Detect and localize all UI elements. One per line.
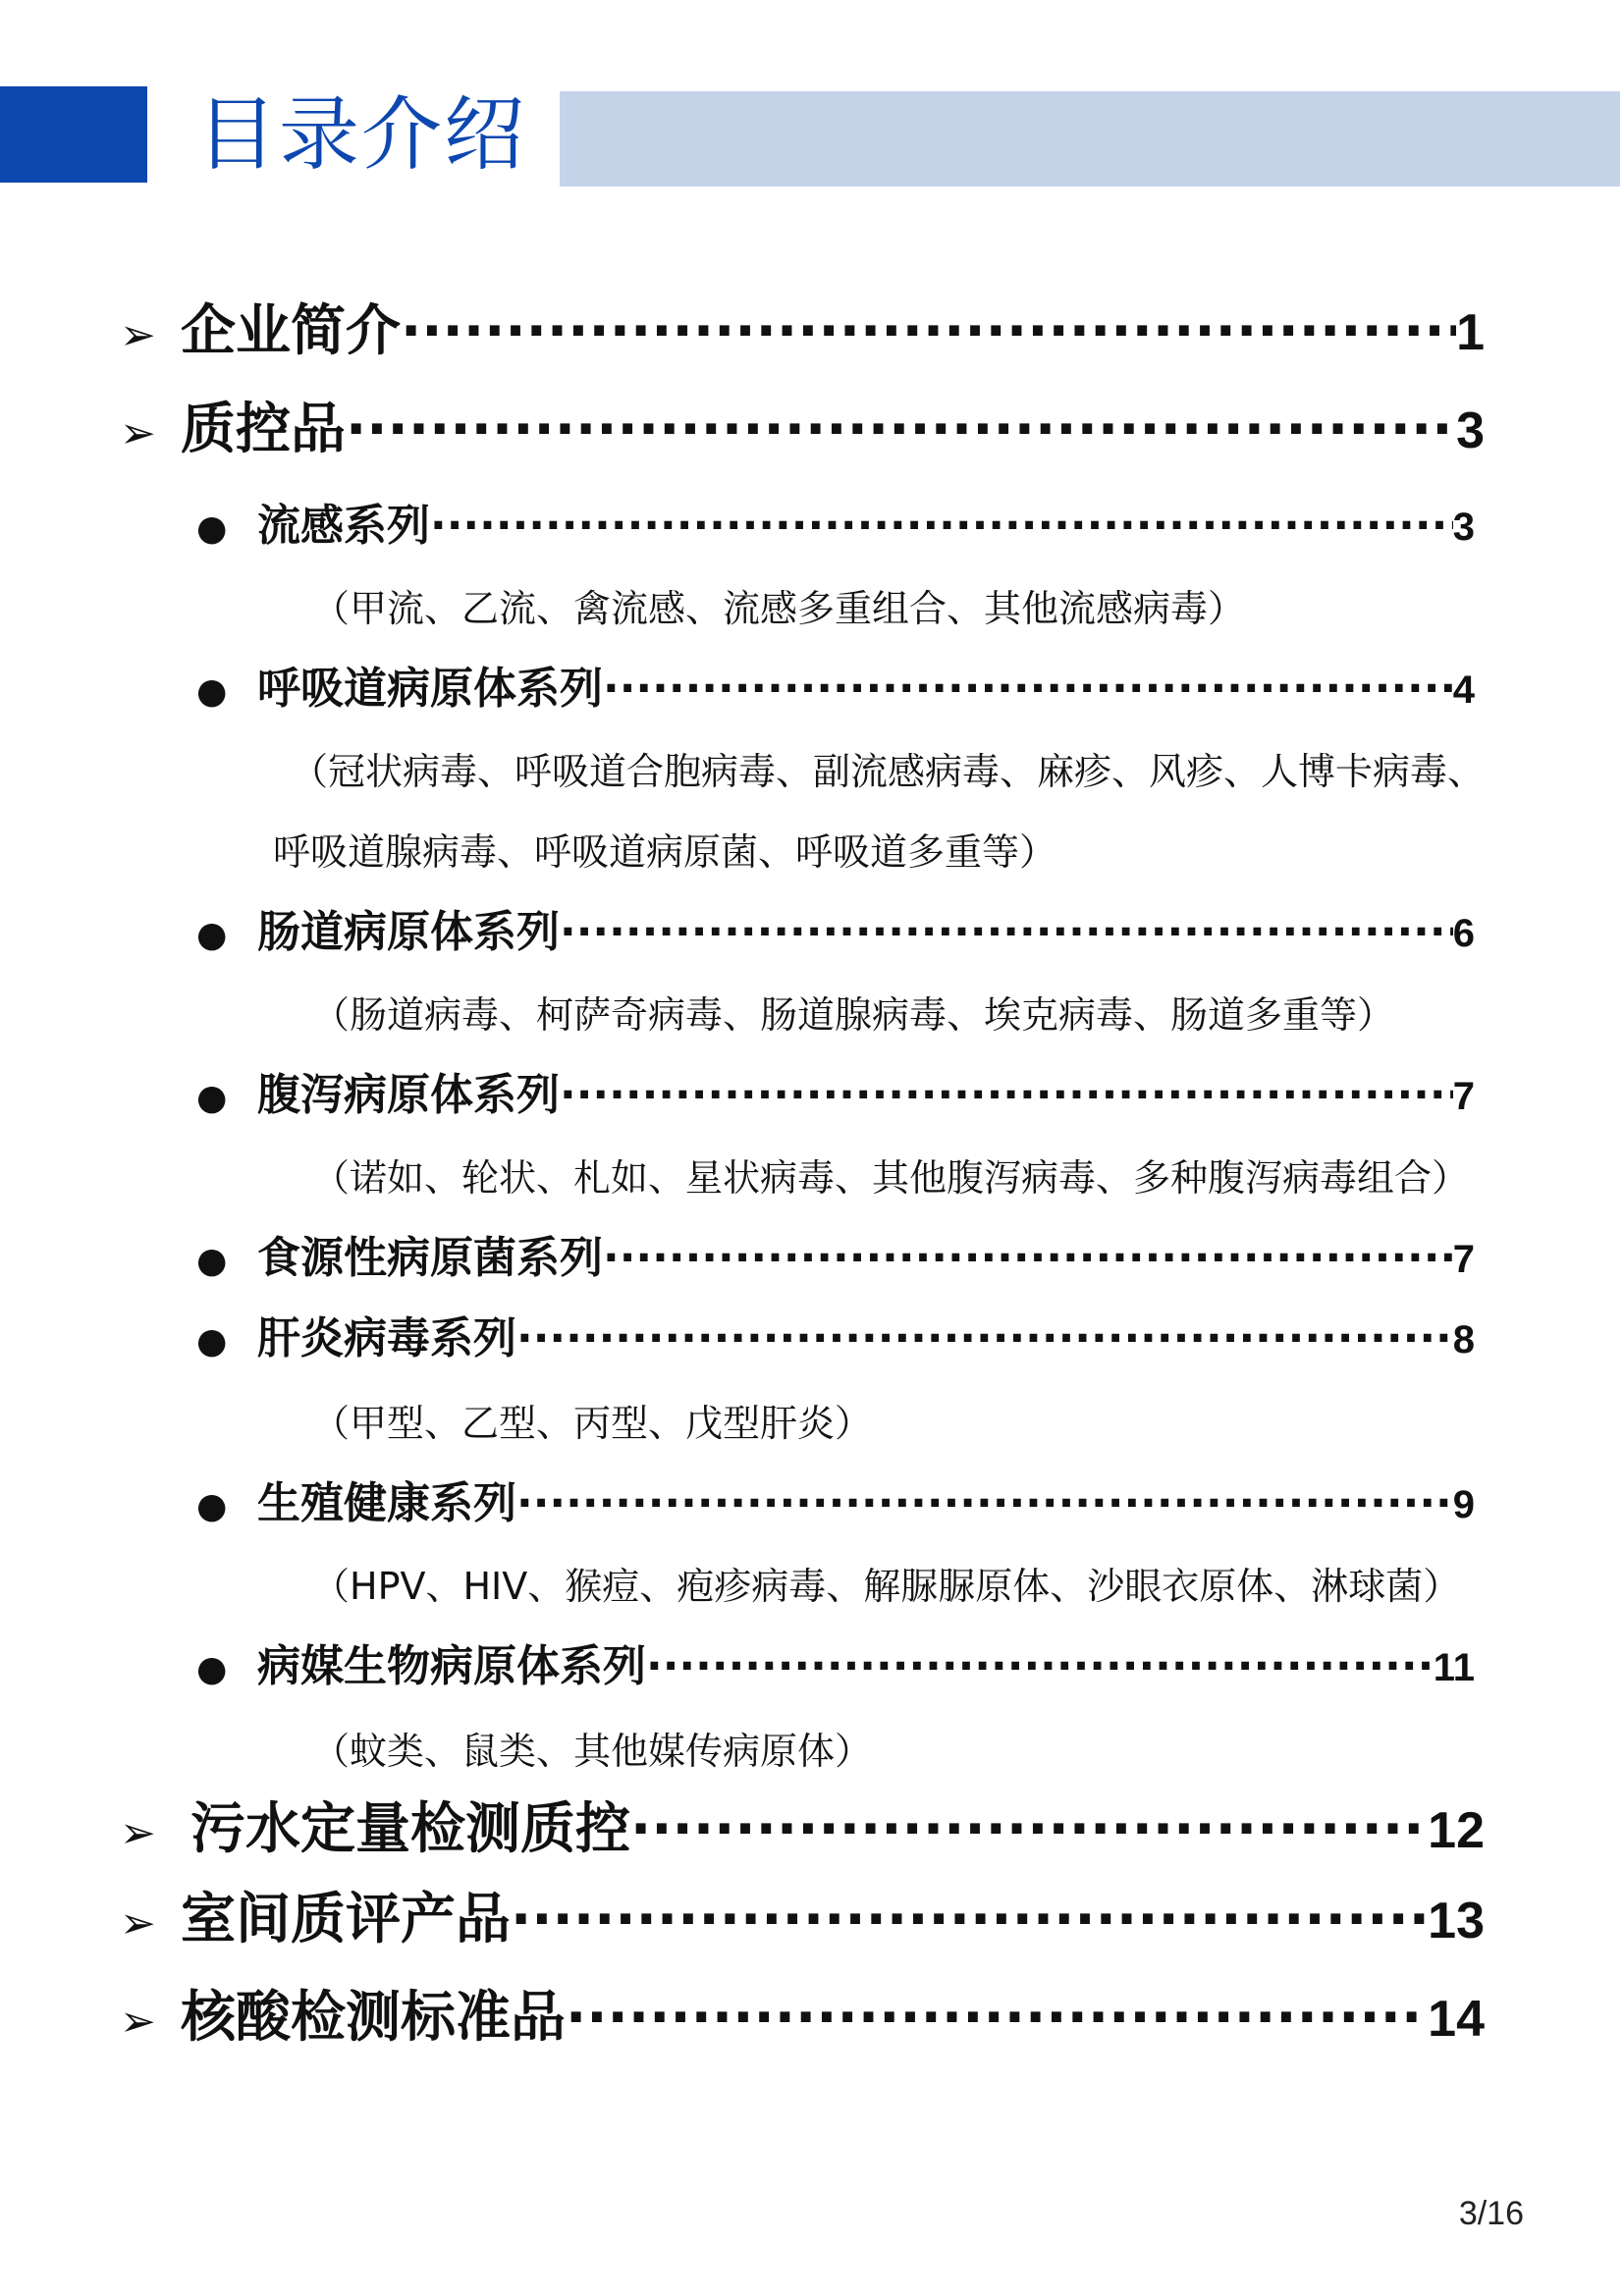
toc-page-number: 6: [1452, 912, 1475, 955]
dot-leader: [560, 1066, 1453, 1125]
toc-note-vector-borne: （蚊类、鼠类、其他媒传病原体）: [312, 1730, 873, 1773]
page-title: 目录介绍: [196, 88, 527, 182]
toc-page-number: 7: [1452, 1075, 1475, 1118]
toc-entry-influenza[interactable]: [196, 497, 1475, 556]
toc-entry-reproductive-health[interactable]: [196, 1474, 1475, 1533]
dot-bullet-icon: ●: [196, 1078, 228, 1118]
toc-page-number: 4: [1452, 668, 1475, 712]
dot-bullet-icon: ●: [196, 1241, 228, 1281]
toc-entry-foodborne[interactable]: [196, 1229, 1475, 1288]
toc-page-number: 12: [1428, 1802, 1485, 1859]
toc-note-hepatitis: （甲型、乙型、丙型、戊型肝炎）: [312, 1402, 873, 1445]
toc-note-reproductive-health: （HPV、HIV、猴痘、疱疹病毒、解脲脲原体、沙眼衣原体、淋球菌）: [312, 1565, 1461, 1608]
toc-label: 质控品: [181, 398, 346, 461]
toc-note-respiratory: （冠状病毒、呼吸道合胞病毒、副流感病毒、麻疹、风疹、人博卡病毒、: [291, 750, 1486, 793]
toc-entry-hepatitis[interactable]: [196, 1309, 1475, 1368]
toc-page-number: 9: [1452, 1483, 1475, 1526]
toc-page-number: 1: [1456, 304, 1485, 361]
toc-entry-diarrhea[interactable]: [196, 1066, 1475, 1125]
dot-leader: [516, 1474, 1453, 1533]
dot-leader: [511, 1883, 1428, 1957]
toc-entry-respiratory[interactable]: [196, 660, 1475, 719]
toc-page-number: 3: [1452, 506, 1475, 549]
dot-leader: [430, 497, 1453, 556]
arrow-bullet-icon: ➢: [120, 1808, 156, 1858]
toc-label: 食源性病原菌系列: [257, 1233, 603, 1283]
toc-entry-enteric[interactable]: [196, 903, 1475, 962]
toc-label: 肠道病原体系列: [257, 907, 560, 957]
toc-label: 呼吸道病原体系列: [257, 664, 603, 714]
dot-bullet-icon: ●: [196, 1649, 228, 1689]
dot-leader: [401, 294, 1456, 369]
page-indicator: 3/16: [1458, 2195, 1524, 2232]
toc-entry-eqa-products[interactable]: [120, 1883, 1485, 1957]
dot-leader: [646, 1637, 1434, 1696]
toc-label: 企业简介: [181, 299, 401, 363]
arrow-bullet-icon: ➢: [120, 1997, 156, 2047]
toc-page-number: 11: [1433, 1646, 1475, 1689]
toc-entry-wastewater[interactable]: [120, 1792, 1485, 1867]
dot-leader: [603, 660, 1453, 719]
dot-bullet-icon: ●: [196, 1486, 228, 1526]
toc-note-respiratory-continued: 呼吸道腺病毒、呼吸道病原菌、呼吸道多重等）: [273, 830, 1057, 874]
toc-label: 腹泻病原体系列: [257, 1070, 560, 1120]
toc-label: 污水定量检测质控: [190, 1797, 630, 1861]
toc-page-number: 8: [1452, 1318, 1475, 1362]
dot-leader: [566, 1981, 1428, 2056]
toc-entry-vector-borne[interactable]: [196, 1637, 1475, 1696]
toc-label: 核酸检测标准品: [181, 1986, 566, 2050]
dot-leader: [603, 1229, 1453, 1288]
toc-label: 病媒生物病原体系列: [257, 1641, 646, 1691]
toc-note-enteric: （肠道病毒、柯萨奇病毒、肠道腺病毒、埃克病毒、肠道多重等）: [312, 993, 1395, 1037]
dot-leader: [630, 1792, 1428, 1867]
arrow-bullet-icon: ➢: [120, 310, 156, 360]
toc-page-number: 3: [1456, 402, 1485, 459]
toc-label: 室间质评产品: [181, 1888, 511, 1951]
toc-entry-nucleic-acid-standards[interactable]: [120, 1981, 1485, 2056]
toc-page-number: 14: [1428, 1991, 1485, 2048]
dot-leader: [560, 903, 1453, 962]
toc-page-number: 13: [1428, 1893, 1485, 1949]
dot-bullet-icon: ●: [196, 1321, 228, 1362]
dot-bullet-icon: ●: [196, 508, 228, 549]
header-accent-block: [0, 86, 147, 183]
toc-label: 肝炎病毒系列: [257, 1313, 516, 1363]
toc-note-diarrhea: （诺如、轮状、札如、星状病毒、其他腹泻病毒、多种腹泻病毒组合）: [312, 1156, 1470, 1200]
dot-bullet-icon: ●: [196, 671, 228, 712]
dot-bullet-icon: ●: [196, 915, 228, 955]
header-bar: [560, 91, 1620, 187]
toc-note-influenza: （甲流、乙流、禽流感、流感多重组合、其他流感病毒）: [312, 587, 1246, 630]
arrow-bullet-icon: ➢: [120, 408, 156, 458]
arrow-bullet-icon: ➢: [120, 1898, 156, 1949]
toc-page-number: 7: [1452, 1238, 1475, 1281]
toc-entry-company-intro[interactable]: [120, 294, 1485, 369]
toc-label: 生殖健康系列: [257, 1478, 516, 1528]
dot-leader: [516, 1309, 1453, 1368]
toc-label: 流感系列: [257, 501, 430, 551]
toc-entry-quality-control[interactable]: [120, 393, 1485, 467]
dot-leader: [346, 393, 1456, 467]
